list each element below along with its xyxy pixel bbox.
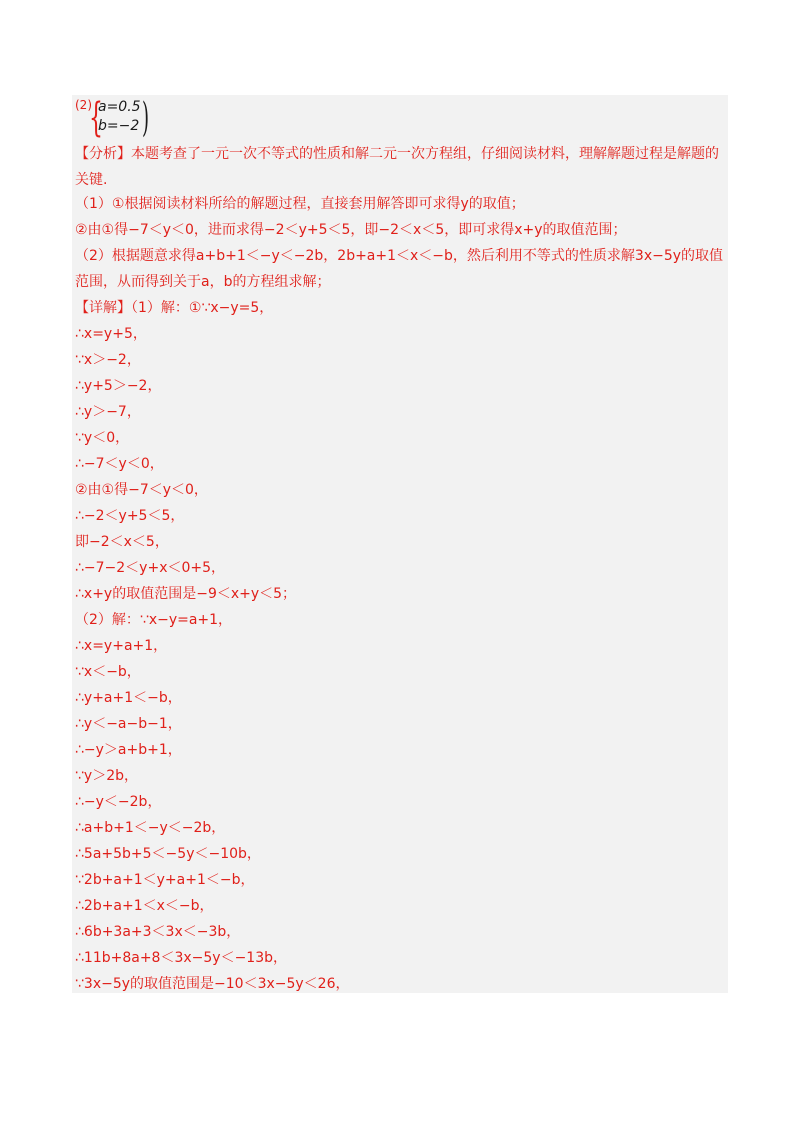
text-line: 范围，从而得到关于a，b的方程组求解； — [75, 274, 331, 290]
text-line: ∴−7−2＜y+x＜0+5， — [75, 560, 226, 576]
text-line: ∵3x−5y的取值范围是−10＜3x−5y＜26， — [75, 976, 350, 992]
text-line: （1）①根据阅读材料所给的解题过程，直接套用解答即可求得y的取值； — [75, 196, 525, 212]
text-line: ∴x+y的取值范围是−9＜x+y＜5； — [75, 586, 297, 602]
text-line: ∵x＞−2， — [75, 352, 141, 368]
text-line: ∴x=y+a+1， — [75, 638, 168, 654]
text-line: ∵y＞2b， — [75, 768, 138, 784]
text-line: ∴y＞−7， — [75, 404, 141, 420]
text-line: ∴y+5＞−2， — [75, 378, 162, 394]
text-line: ②由①得−7＜y＜0， — [75, 482, 208, 498]
text-line: （2）根据题意求得a+b+1＜−y＜−2b，2b+a+1＜x＜−b，然后利用不等式的性质求解3x−5y的取值 — [75, 248, 724, 264]
text-line: ∴y+a+1＜−b， — [75, 690, 182, 706]
text-line: ②由①得−7＜y＜0，进而求得−2＜y+5＜5，即−2＜x＜5，即可求得x+y的取值范围； — [75, 222, 627, 238]
text-line: ∴−y＜−2b， — [75, 794, 162, 810]
system-eq-1: a=0.5 — [98, 99, 141, 115]
text-line: ∴x=y+5， — [75, 326, 147, 342]
text-line: ∴5a+5b+5＜−5y＜−10b， — [75, 846, 261, 862]
equation-system — [75, 95, 150, 141]
text-line: ∵y＜0， — [75, 430, 130, 446]
text-line: ∴6b+3a+3＜3x＜−3b， — [75, 924, 241, 940]
text-line: ∴a+b+1＜−y＜−2b， — [75, 820, 226, 836]
text-line: ∴−y＞a+b+1， — [75, 742, 182, 758]
text-line: 关键. — [75, 172, 108, 188]
text-line: 【详解】（1）解：①∵x−y=5， — [75, 300, 274, 316]
right-paren: ) — [142, 95, 150, 141]
system-eq-2: b=−2 — [98, 118, 140, 134]
text-line: ∴−2＜y+5＜5， — [75, 508, 185, 524]
system-label: (2) — [75, 98, 92, 112]
text-line: ∴y＜−a−b−1， — [75, 716, 182, 732]
text-line: ∵x＜−b， — [75, 664, 141, 680]
text-line: （2）解：∵x−y=a+1， — [75, 612, 233, 628]
text-line: ∵2b+a+1＜y+a+1＜−b， — [75, 872, 255, 888]
text-line: ∴−7＜y＜0， — [75, 456, 164, 472]
left-brace: { — [89, 95, 103, 141]
text-line: 【分析】本题考查了一元一次不等式的性质和解二元一次方程组，仔细阅读材料，理解解题过程是解题的 — [75, 146, 719, 162]
text-line: ∴11b+8a+8＜3x−5y＜−13b， — [75, 950, 288, 966]
text-line: 即−2＜x＜5， — [75, 534, 169, 550]
text-line: ∴2b+a+1＜x＜−b， — [75, 898, 214, 914]
